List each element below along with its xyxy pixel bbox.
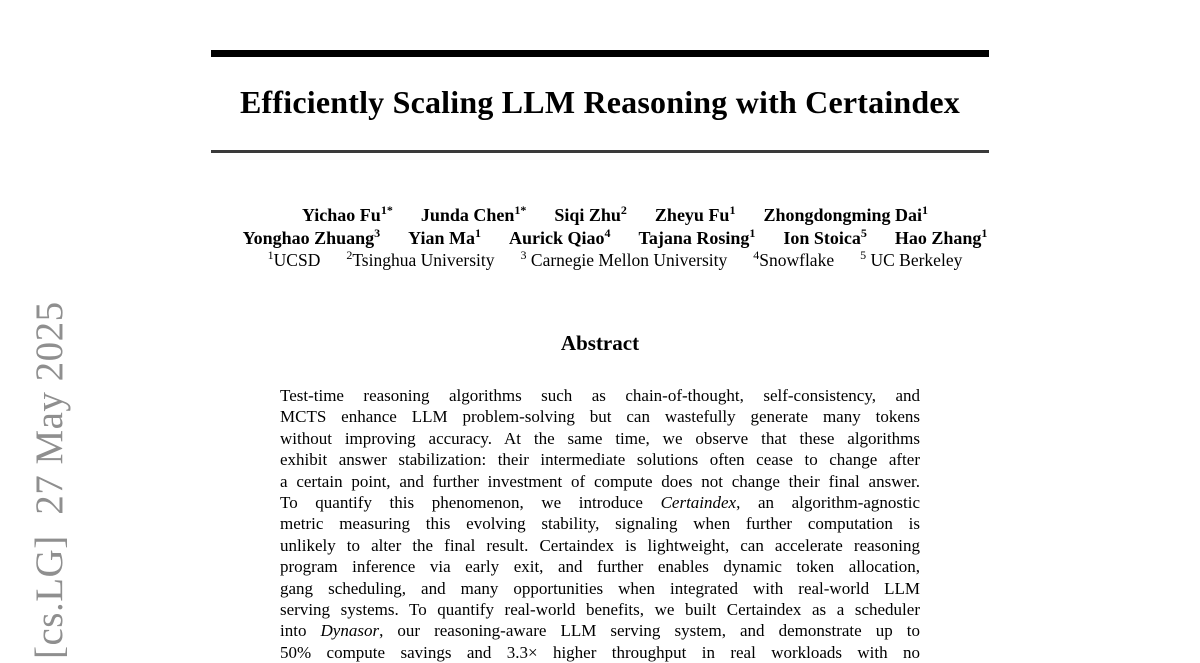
affiliation-name: UCSD	[273, 250, 321, 270]
affiliation-mark: 1	[267, 248, 274, 263]
abstract-line: exhibit answer stabilization: their intermediate solutions often cease to change after	[280, 450, 920, 470]
author-entry	[894, 225, 988, 248]
author-name: Siqi Zhu	[554, 205, 621, 225]
affiliation-name: UC Berkeley	[866, 250, 963, 270]
author-name: Ion Stoica	[783, 227, 861, 248]
abstract-line: metric measuring this evolving stability, signaling when further computation is	[280, 514, 920, 534]
author-entry	[655, 205, 736, 225]
author-affil-mark: 1	[749, 225, 756, 240]
abstract-text	[280, 385, 920, 663]
arxiv-stamp: [cs.LG] 27 May 2025	[28, 301, 71, 659]
affiliation-entry	[346, 250, 494, 270]
author-affil-mark: 2	[620, 203, 627, 217]
abstract-line: into Dynasor, our reasoning-aware LLM serving system, and demonstrate up to	[280, 621, 920, 641]
author-entry	[508, 225, 611, 248]
author-affil-mark: 1	[922, 203, 929, 217]
author-name: Aurick Qiao	[508, 227, 605, 248]
author-affil-mark: 1	[474, 225, 481, 240]
author-entry	[638, 225, 756, 248]
abstract-line: To quantify this phenomenon, we introduce Certaindex, an algorithm-agnostic	[280, 492, 920, 512]
author-affil-mark: 4	[604, 225, 611, 240]
paper-title: Efficiently Scaling LLM Reasoning with Certaindex	[239, 84, 961, 120]
title-rule	[211, 150, 989, 153]
abstract-heading: Abstract	[560, 331, 640, 355]
affiliation-entry	[753, 250, 834, 270]
abstract-line: serving systems. To quantify real-world benefits, we built Certaindex as a scheduler	[280, 599, 920, 619]
top-rule	[211, 50, 989, 57]
author-name: Junda Chen	[420, 205, 515, 225]
author-name: Yonghao Zhuang	[242, 227, 375, 248]
author-row-1	[15, 204, 1200, 227]
author-entry	[421, 205, 527, 225]
abstract-line: Test-time reasoning algorithms such as chain-of-thought, self-consistency, and	[280, 386, 920, 405]
author-affil-mark: 3	[374, 225, 381, 240]
author-affil-mark: 1	[981, 225, 988, 240]
author-entry	[302, 205, 393, 225]
affiliation-name: Tsinghua University	[352, 250, 495, 270]
affiliation-name: Carnegie Mellon University	[526, 250, 728, 270]
affiliation-mark: 3	[520, 248, 527, 263]
affiliation-name: Snowflake	[759, 250, 835, 270]
author-name: Zheyu Fu	[654, 205, 730, 225]
abstract-line: program inference via early exit, and further enables dynamic token allocation,	[280, 557, 920, 577]
author-entry	[408, 225, 481, 248]
author-row-2	[15, 227, 1200, 250]
author-entry	[242, 225, 381, 248]
author-name: Hao Zhang	[894, 227, 982, 248]
abstract-line: MCTS enhance LLM problem-solving but can wastefully generate many tokens	[280, 407, 920, 427]
abstract-line: a certain point, and further investment of compute does not change their final answer.	[280, 471, 920, 491]
affiliation-entry	[268, 250, 321, 270]
affiliation-mark: 5	[860, 248, 867, 263]
abstract-line: without improving accuracy. At the same time, we observe that these algorithms	[280, 428, 920, 448]
author-name: Yichao Fu	[301, 205, 381, 225]
affiliation-entry	[860, 250, 962, 270]
author-entry	[763, 205, 928, 225]
affiliation-mark: 4	[753, 248, 760, 263]
author-affil-mark: 5	[860, 225, 867, 240]
author-name: Tajana Rosing	[638, 227, 750, 248]
abstract-line: unlikely to alter the final result. Certaindex is lightweight, can accelerate reasoning	[280, 535, 920, 555]
affiliation-row	[15, 249, 1200, 272]
author-entry	[554, 205, 627, 225]
author-name: Yian Ma	[408, 227, 475, 248]
affiliation-entry	[521, 250, 728, 270]
author-affil-mark: 1	[729, 203, 736, 217]
author-affil-mark: 1*	[514, 203, 527, 217]
author-name: Zhongdongming Dai	[763, 205, 923, 225]
abstract-line: gang scheduling, and many opportunities when integrated with real-world LLM	[280, 578, 920, 598]
author-affil-mark: 1*	[380, 203, 393, 217]
affiliation-mark: 2	[346, 248, 353, 263]
author-entry	[783, 225, 867, 248]
abstract-line: 50% compute savings and 3.3× higher throughput in real workloads with no	[280, 642, 920, 662]
author-block	[15, 204, 1200, 272]
